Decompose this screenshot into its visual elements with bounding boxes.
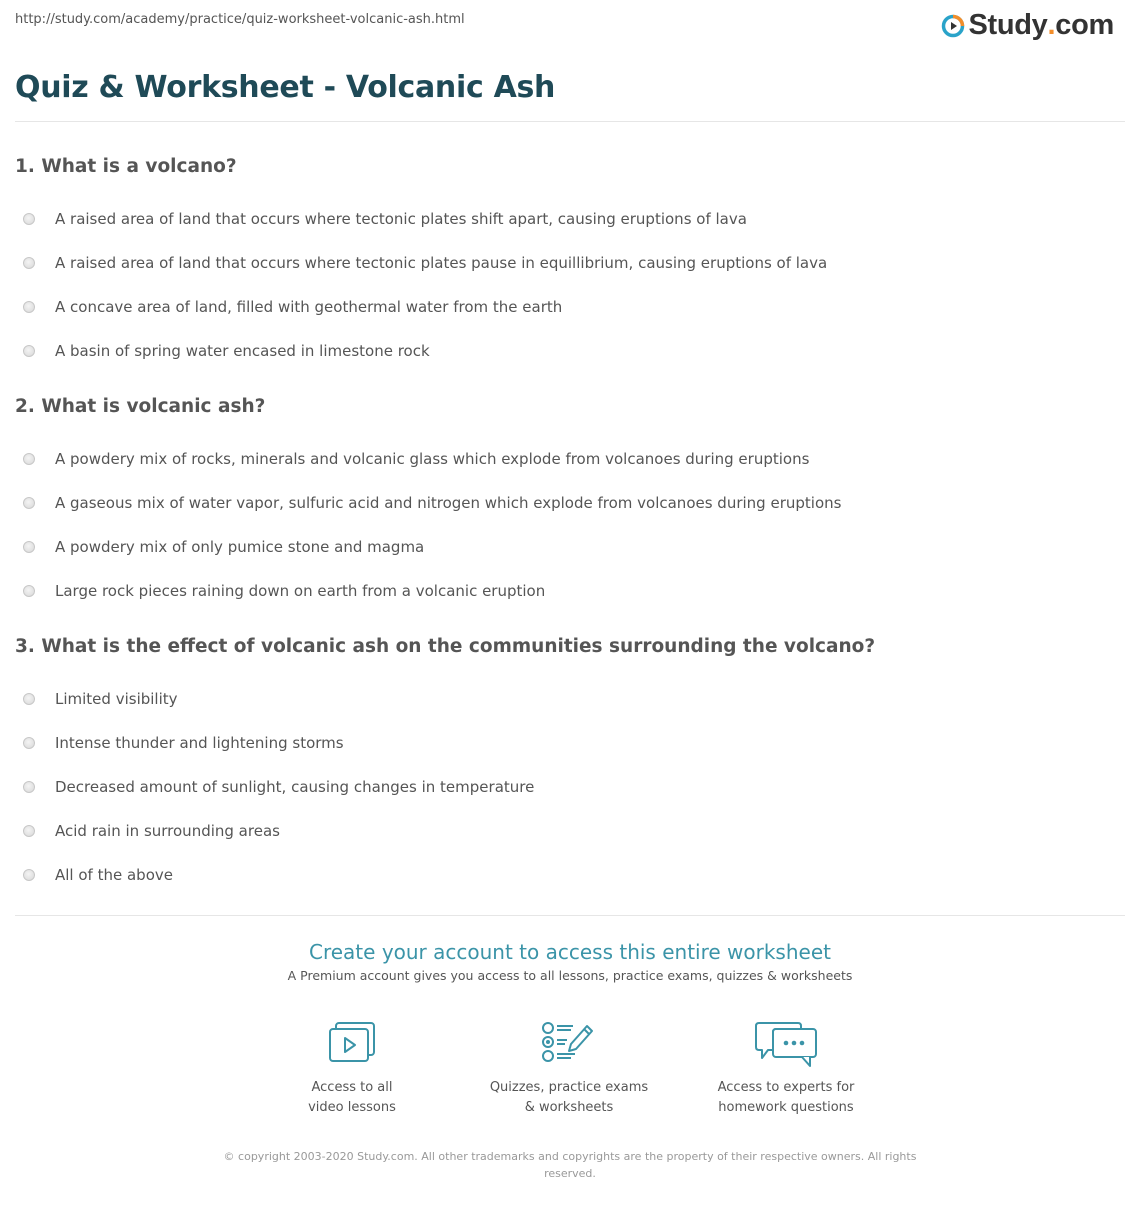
- answer-list: [15, 437, 1125, 613]
- radio-button-icon[interactable]: [23, 497, 35, 509]
- radio-button-icon[interactable]: [23, 541, 35, 553]
- question-title: 1. What is a volcano?: [15, 156, 237, 177]
- radio-button-icon[interactable]: [23, 585, 35, 597]
- question-title: 2. What is volcanic ash?: [15, 396, 266, 417]
- answer-text: Acid rain in surrounding areas: [55, 822, 280, 840]
- question-3: [15, 635, 1125, 897]
- answer-text: A raised area of land that occurs where tectonic plates pause in equillibrium, causing eruptions of lava: [55, 254, 828, 272]
- chat-bubbles-icon: [754, 1020, 818, 1072]
- logo-dot: .: [1047, 9, 1056, 41]
- radio-button-icon[interactable]: [23, 693, 35, 705]
- answer-option[interactable]: [15, 481, 1125, 525]
- page-title: Quiz & Worksheet - Volcanic Ash: [15, 70, 556, 105]
- answer-option[interactable]: [15, 197, 1125, 241]
- answer-text: A concave area of land, filled with geothermal water from the earth: [55, 298, 563, 316]
- feature-video-lessons: [252, 1020, 452, 1118]
- answer-list: [15, 677, 1125, 897]
- answer-option[interactable]: [15, 241, 1125, 285]
- answer-option[interactable]: [15, 853, 1125, 897]
- feature-label-line2: & worksheets: [524, 1100, 614, 1115]
- logo-text-main: Study: [968, 9, 1048, 41]
- play-circle-icon: [941, 14, 965, 38]
- answer-text: Large rock pieces raining down on earth from a volcanic eruption: [55, 582, 546, 600]
- radio-button-icon[interactable]: [23, 257, 35, 269]
- answer-text: All of the above: [55, 866, 173, 884]
- answer-option[interactable]: [15, 765, 1125, 809]
- feature-quizzes: [469, 1020, 669, 1118]
- radio-button-icon[interactable]: [23, 737, 35, 749]
- answer-option[interactable]: [15, 677, 1125, 721]
- feature-experts: [686, 1020, 886, 1118]
- answer-option[interactable]: [15, 329, 1125, 373]
- answer-option[interactable]: [15, 809, 1125, 853]
- answer-text: A raised area of land that occurs where tectonic plates shift apart, causing eruptions of lava: [55, 210, 747, 228]
- radio-button-icon[interactable]: [23, 825, 35, 837]
- radio-button-icon[interactable]: [23, 301, 35, 313]
- radio-button-icon[interactable]: [23, 213, 35, 225]
- question-2: [15, 395, 1125, 613]
- content-divider: [15, 915, 1125, 916]
- radio-button-icon[interactable]: [23, 869, 35, 881]
- feature-label-line1: Access to all: [311, 1080, 393, 1095]
- answer-option[interactable]: [15, 721, 1125, 765]
- radio-button-icon[interactable]: [23, 345, 35, 357]
- answer-option[interactable]: [15, 525, 1125, 569]
- logo-text-tld: com: [1055, 9, 1114, 41]
- answer-text: Decreased amount of sunlight, causing changes in temperature: [55, 778, 535, 796]
- answer-text: A gaseous mix of water vapor, sulfuric acid and nitrogen which explode from volcanoes during eruptions: [55, 494, 842, 512]
- feature-label-line2: video lessons: [308, 1100, 396, 1115]
- answer-text: Limited visibility: [55, 690, 178, 708]
- question-title: 3. What is the effect of volcanic ash on the communities surrounding the volcano?: [15, 636, 876, 657]
- copyright-footer: © copyright 2003-2020 Study.com. All other trademarks and copyrights are the property of their respective owners. All rights reserved.: [223, 1150, 917, 1180]
- video-lessons-icon: [326, 1020, 378, 1064]
- quiz-checklist-icon: [541, 1020, 597, 1064]
- radio-button-icon[interactable]: [23, 781, 35, 793]
- answer-text: A powdery mix of only pumice stone and magma: [55, 538, 425, 556]
- feature-label-line1: Quizzes, practice exams: [489, 1080, 649, 1095]
- answer-option[interactable]: [15, 285, 1125, 329]
- answer-text: A basin of spring water encased in limestone rock: [55, 342, 430, 360]
- cta-subtitle: A Premium account gives you access to all lessons, practice exams, quizzes & worksheets: [287, 968, 853, 983]
- page-url: http://study.com/academy/practice/quiz-worksheet-volcanic-ash.html: [15, 12, 465, 27]
- header-divider: [15, 121, 1125, 122]
- signup-cta: [0, 938, 1140, 983]
- question-1: [15, 155, 1125, 373]
- answer-text: A powdery mix of rocks, minerals and volcanic glass which explode from volcanoes during eruptions: [55, 450, 810, 468]
- answer-option[interactable]: [15, 437, 1125, 481]
- feature-label-line1: Access to experts for: [717, 1080, 855, 1095]
- feature-label-line2: homework questions: [718, 1100, 854, 1115]
- radio-button-icon[interactable]: [23, 453, 35, 465]
- create-account-link[interactable]: Create your account to access this entire worksheet: [309, 940, 831, 964]
- answer-list: [15, 197, 1125, 373]
- study-logo[interactable]: [941, 9, 1114, 42]
- answer-option[interactable]: [15, 569, 1125, 613]
- answer-text: Intense thunder and lightening storms: [55, 734, 344, 752]
